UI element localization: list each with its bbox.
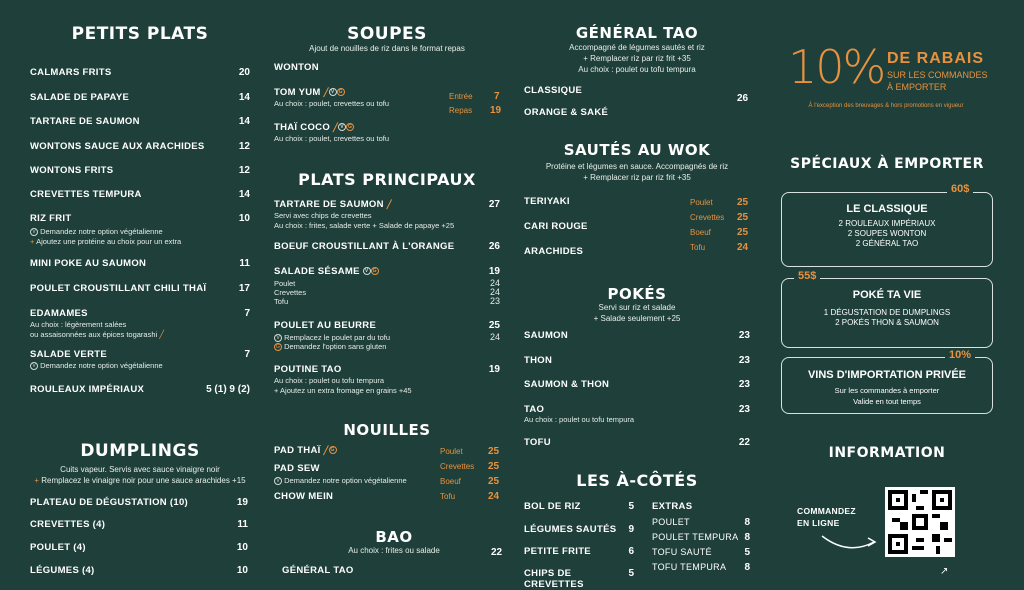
menu-row <box>30 519 248 530</box>
commandez-label[interactable]: COMMANDEZ EN LIGNE <box>797 506 856 528</box>
menu-row <box>652 532 750 543</box>
menu-row <box>30 542 248 553</box>
option-price: 25 <box>488 461 500 472</box>
extras-title: EXTRAS <box>652 501 693 512</box>
item-price: 12 <box>238 141 250 152</box>
edamames-note: Au choix : légèrement salées ou assaisonnées aux épices togarashi ╱ <box>30 320 165 339</box>
menu-row <box>524 568 634 590</box>
menu-row <box>524 404 750 415</box>
item-price: 10 <box>236 542 248 553</box>
item-name: WONTONS SAUCE AUX ARACHIDES <box>30 141 205 152</box>
option-price: 25 <box>737 227 749 238</box>
menu-row <box>30 165 250 176</box>
option-name: Boeuf <box>440 477 461 486</box>
menu-row <box>30 384 250 395</box>
speciaux-title: SPÉCIAUX À EMPORTER <box>790 156 984 172</box>
item-price: 17 <box>238 283 250 294</box>
general-title: GÉNÉRAL TAO <box>575 24 699 42</box>
coco-item: THAÏ COCO ╱ V G <box>274 122 353 133</box>
item-name: TOFU <box>524 437 551 448</box>
bao-price: 22 <box>491 547 503 558</box>
item-name: CHIPS DE CREVETTES <box>524 568 584 590</box>
cursor-arrow-icon: ↗ <box>940 566 949 577</box>
wok-item: ARACHIDES <box>524 246 584 257</box>
beurre-row: POULET AU BEURRE 25 <box>274 320 500 331</box>
wok-item: TERIYAKI <box>524 196 570 207</box>
item-name: ROULEAUX IMPÉRIAUX <box>30 384 145 395</box>
soupes-sub: Ajout de nouilles de riz dans le format repas <box>309 44 465 53</box>
bao-sub: Au choix : frites ou salade <box>348 546 440 555</box>
promo-big: 10% <box>788 40 885 94</box>
menu-row <box>524 379 750 390</box>
item-name: CALMARS FRITS <box>30 67 112 78</box>
item-price: 7 <box>244 349 250 360</box>
menu-row <box>524 501 634 512</box>
option-name: Tofu <box>440 492 456 501</box>
item-price: 14 <box>238 116 250 127</box>
wok-sub: Protéine et légumes en sauce. Accompagnés de riz + Remplacer riz par riz frit +35 <box>545 162 729 182</box>
plus-icon: + <box>30 236 35 246</box>
menu-row <box>30 308 250 319</box>
item-name: SAUMON <box>524 330 569 341</box>
item-name: LÉGUMES SAUTÉS <box>524 524 617 535</box>
beurre-note: V Remplacez le poulet par du tofu 24 <box>274 333 500 343</box>
special-box-poke: POKÉ TA VIE 1 DÉGUSTATION DE DUMPLINGS 2 POKÉS THON & SAUMON <box>781 278 993 348</box>
item-price: 23 <box>738 355 750 366</box>
chili-icon: ╱ <box>159 329 165 339</box>
menu-row <box>30 283 250 294</box>
item-name: TOFU TEMPURA <box>652 562 727 572</box>
item-name: TARTARE DE SAUMON <box>30 116 140 127</box>
coco-note: Au choix : poulet, crevettes ou tofu <box>274 134 390 143</box>
riz-note: V Demandez notre option végétalienne + Ajoutez une protéine au choix pour un extra <box>30 227 182 246</box>
general-sub: Accompagné de légumes sautés et riz + Remplacer riz par riz frit +35 Au choix : poulet ou tofu tempura <box>569 43 705 74</box>
item-price: 23 <box>738 379 750 390</box>
option-name: Poulet <box>274 279 296 288</box>
option-price: 24 <box>488 491 500 502</box>
item-price: 10 <box>236 565 248 576</box>
item-price: 22 <box>738 437 750 448</box>
item-name: PETITE FRITE <box>524 546 591 557</box>
promo-de: DE RABAIS <box>887 50 985 67</box>
special-price-1: 60$ <box>947 183 973 195</box>
item-price: 14 <box>238 92 250 103</box>
special-box-vins: VINS D'IMPORTATION PRIVÉE Sur les commandes à emporter Valide en tout temps <box>781 357 993 414</box>
item-name: EDAMAMES <box>30 308 88 319</box>
option-price: 25 <box>488 476 500 487</box>
item-price: 11 <box>239 258 250 269</box>
option-price: 24 <box>737 242 749 253</box>
item-name: WONTONS FRITS <box>30 165 114 176</box>
option-name: Boeuf <box>690 228 711 237</box>
item-price: 6 <box>628 546 634 557</box>
item-price: 20 <box>238 67 250 78</box>
item-price: 8 <box>744 517 750 528</box>
item-name: TAO <box>524 404 545 415</box>
bao-item: GÉNÉRAL TAO <box>282 565 354 576</box>
promo-line1: SUR LES COMMANDES <box>887 70 988 80</box>
menu-row <box>524 437 750 448</box>
option-name: Tofu <box>690 243 706 252</box>
special-box-classique: LE CLASSIQUE 2 ROULEAUX IMPÉRIAUX 2 SOUPES WONTON 2 GÉNÉRAL TAO <box>781 192 993 267</box>
menu-row <box>30 349 250 360</box>
soupes-title: SOUPES <box>347 24 427 44</box>
item-price: 12 <box>238 165 250 176</box>
item-price: 5 (1) 9 (2) <box>206 384 250 395</box>
bao-title: BAO <box>375 528 413 546</box>
option-name: Crevettes <box>440 462 475 471</box>
sesame-row: SALADE SÉSAME V G 19 <box>274 266 500 277</box>
item-price: 8 <box>744 532 750 543</box>
general-price: 26 <box>737 93 749 104</box>
promo-note: À l'exception des breuvages & hors promotions en vigueur <box>808 103 964 109</box>
option-name: Crevettes <box>690 213 725 222</box>
option-price: 25 <box>737 212 749 223</box>
beurre-note2: G Demandez l'option sans gluten <box>274 342 386 352</box>
arrow-icon <box>820 530 880 552</box>
option-name: Poulet <box>690 198 713 207</box>
item-name: PLATEAU DE DÉGUSTATION (10) <box>30 497 188 508</box>
repas-price: 19 <box>490 105 502 116</box>
menu-row <box>652 562 750 573</box>
item-name: RIZ FRIT <box>30 213 72 224</box>
option-price: 24 <box>489 287 500 297</box>
nouilles-title: NOUILLES <box>343 421 431 439</box>
special-price-2: 55$ <box>794 270 820 282</box>
item-name: THON <box>524 355 553 366</box>
tomyum-item: TOM YUM ╱ V G <box>274 87 343 98</box>
item-name: SALADE VERTE <box>30 349 107 360</box>
info-title: INFORMATION <box>828 445 946 461</box>
plats-title: PLATS PRINCIPAUX <box>298 170 476 189</box>
item-name: CREVETTES TEMPURA <box>30 189 142 200</box>
dumplings-sub: Cuits vapeur. Servis avec sauce vinaigre noir + Remplacez le vinaigre noir pour une sauce arachides +15 <box>34 465 246 485</box>
vegan-icon: V <box>30 228 38 236</box>
item-price: 5 <box>628 568 634 579</box>
menu-row <box>524 355 750 366</box>
menu-row <box>30 92 250 103</box>
boeuf-row: BOEUF CROUSTILLANT À L'ORANGE 26 <box>274 241 500 252</box>
menu-row <box>30 116 250 127</box>
menu-row <box>524 330 750 341</box>
item-price: 9 <box>628 524 634 535</box>
vegan-icon: V <box>30 362 38 370</box>
entree-label: Entrée <box>449 92 473 101</box>
option-name: Tofu <box>274 297 289 306</box>
padthai-item: PAD THAÏ ╱ G <box>274 445 335 456</box>
classique-item: CLASSIQUE <box>524 85 583 96</box>
wok-item: CARI ROUGE <box>524 221 588 232</box>
option-price: 23 <box>489 296 500 306</box>
item-price: 5 <box>628 501 634 512</box>
item-price: 23 <box>738 404 750 415</box>
menu-row <box>652 517 750 528</box>
item-name: POULET CROUSTILLANT CHILI THAÏ <box>30 283 207 294</box>
option-row <box>274 297 500 307</box>
item-name: BOL DE RIZ <box>524 501 581 512</box>
menu-row <box>30 258 250 269</box>
item-price: 7 <box>244 308 250 319</box>
pokes-title: POKÉS <box>607 285 667 303</box>
item-price: 11 <box>237 519 248 530</box>
option-price: 25 <box>488 446 500 457</box>
item-name: TOFU SAUTÉ <box>652 547 712 557</box>
poutine-note: Au choix : poulet ou tofu tempura + Ajoutez un extra fromage en grains +45 <box>274 376 412 395</box>
dumplings-title: DUMPLINGS <box>80 441 200 461</box>
orange-item: ORANGE & SAKÉ <box>524 107 609 118</box>
menu-row <box>652 547 750 558</box>
item-price: 10 <box>238 213 250 224</box>
option-price: 25 <box>737 197 749 208</box>
salade-note: V Demandez notre option végétalienne <box>30 361 163 371</box>
qr-code-icon[interactable] <box>885 487 955 557</box>
option-name: Poulet <box>440 447 463 456</box>
item-price: 14 <box>238 189 250 200</box>
tao-note: Au choix : poulet ou tofu tempura <box>524 415 635 424</box>
entree-price: 7 <box>494 91 500 102</box>
padsew-item: PAD SEW <box>274 463 320 474</box>
item-name: MINI POKE AU SAUMON <box>30 258 147 269</box>
item-name: POULET <box>652 517 690 527</box>
option-price: 24 <box>489 278 500 288</box>
tartare-note: Servi avec chips de crevettes Au choix : frites, salade verte + Salade de papaye +25 <box>274 211 455 230</box>
item-price: 19 <box>236 497 248 508</box>
item-price: 5 <box>744 547 750 558</box>
tomyum-note: Au choix : poulet, crevettes ou tofu <box>274 99 390 108</box>
petits-plats-title: PETITS PLATS <box>71 24 209 44</box>
special-price-3: 10% <box>945 349 975 361</box>
menu-row <box>524 524 634 535</box>
poutine-row: POUTINE TAO 19 <box>274 364 500 375</box>
item-name: SALADE DE PAPAYE <box>30 92 130 103</box>
padsew-note: V Demandez notre option végétalienne <box>274 476 407 486</box>
item-name: POULET TEMPURA <box>652 532 739 542</box>
promo-line2: À EMPORTER <box>887 82 947 92</box>
menu-row <box>524 546 634 557</box>
item-name: CREVETTES (4) <box>30 519 106 530</box>
item-name: LÉGUMES (4) <box>30 565 95 576</box>
option-name: Crevettes <box>274 288 307 297</box>
item-price: 8 <box>744 562 750 573</box>
menu-row <box>30 141 250 152</box>
item-price: 23 <box>738 330 750 341</box>
item-name: SAUMON & THON <box>524 379 610 390</box>
item-name: POULET (4) <box>30 542 86 553</box>
cotes-title: LES À-CÔTÉS <box>576 471 698 490</box>
menu-row <box>30 213 250 224</box>
menu-row <box>30 189 250 200</box>
pokes-sub: Servi sur riz et salade + Salade seulement +25 <box>593 303 681 323</box>
chowmein-item: CHOW MEIN <box>274 491 334 502</box>
wok-title: SAUTÉS AU WOK <box>563 141 711 159</box>
menu-row <box>30 67 250 78</box>
menu-row <box>30 565 248 576</box>
tartare-row: TARTARE DE SAUMON ╱ 27 <box>274 199 500 210</box>
wonton-item: WONTON <box>274 62 319 73</box>
menu-row <box>30 497 248 508</box>
repas-label: Repas <box>449 106 473 115</box>
